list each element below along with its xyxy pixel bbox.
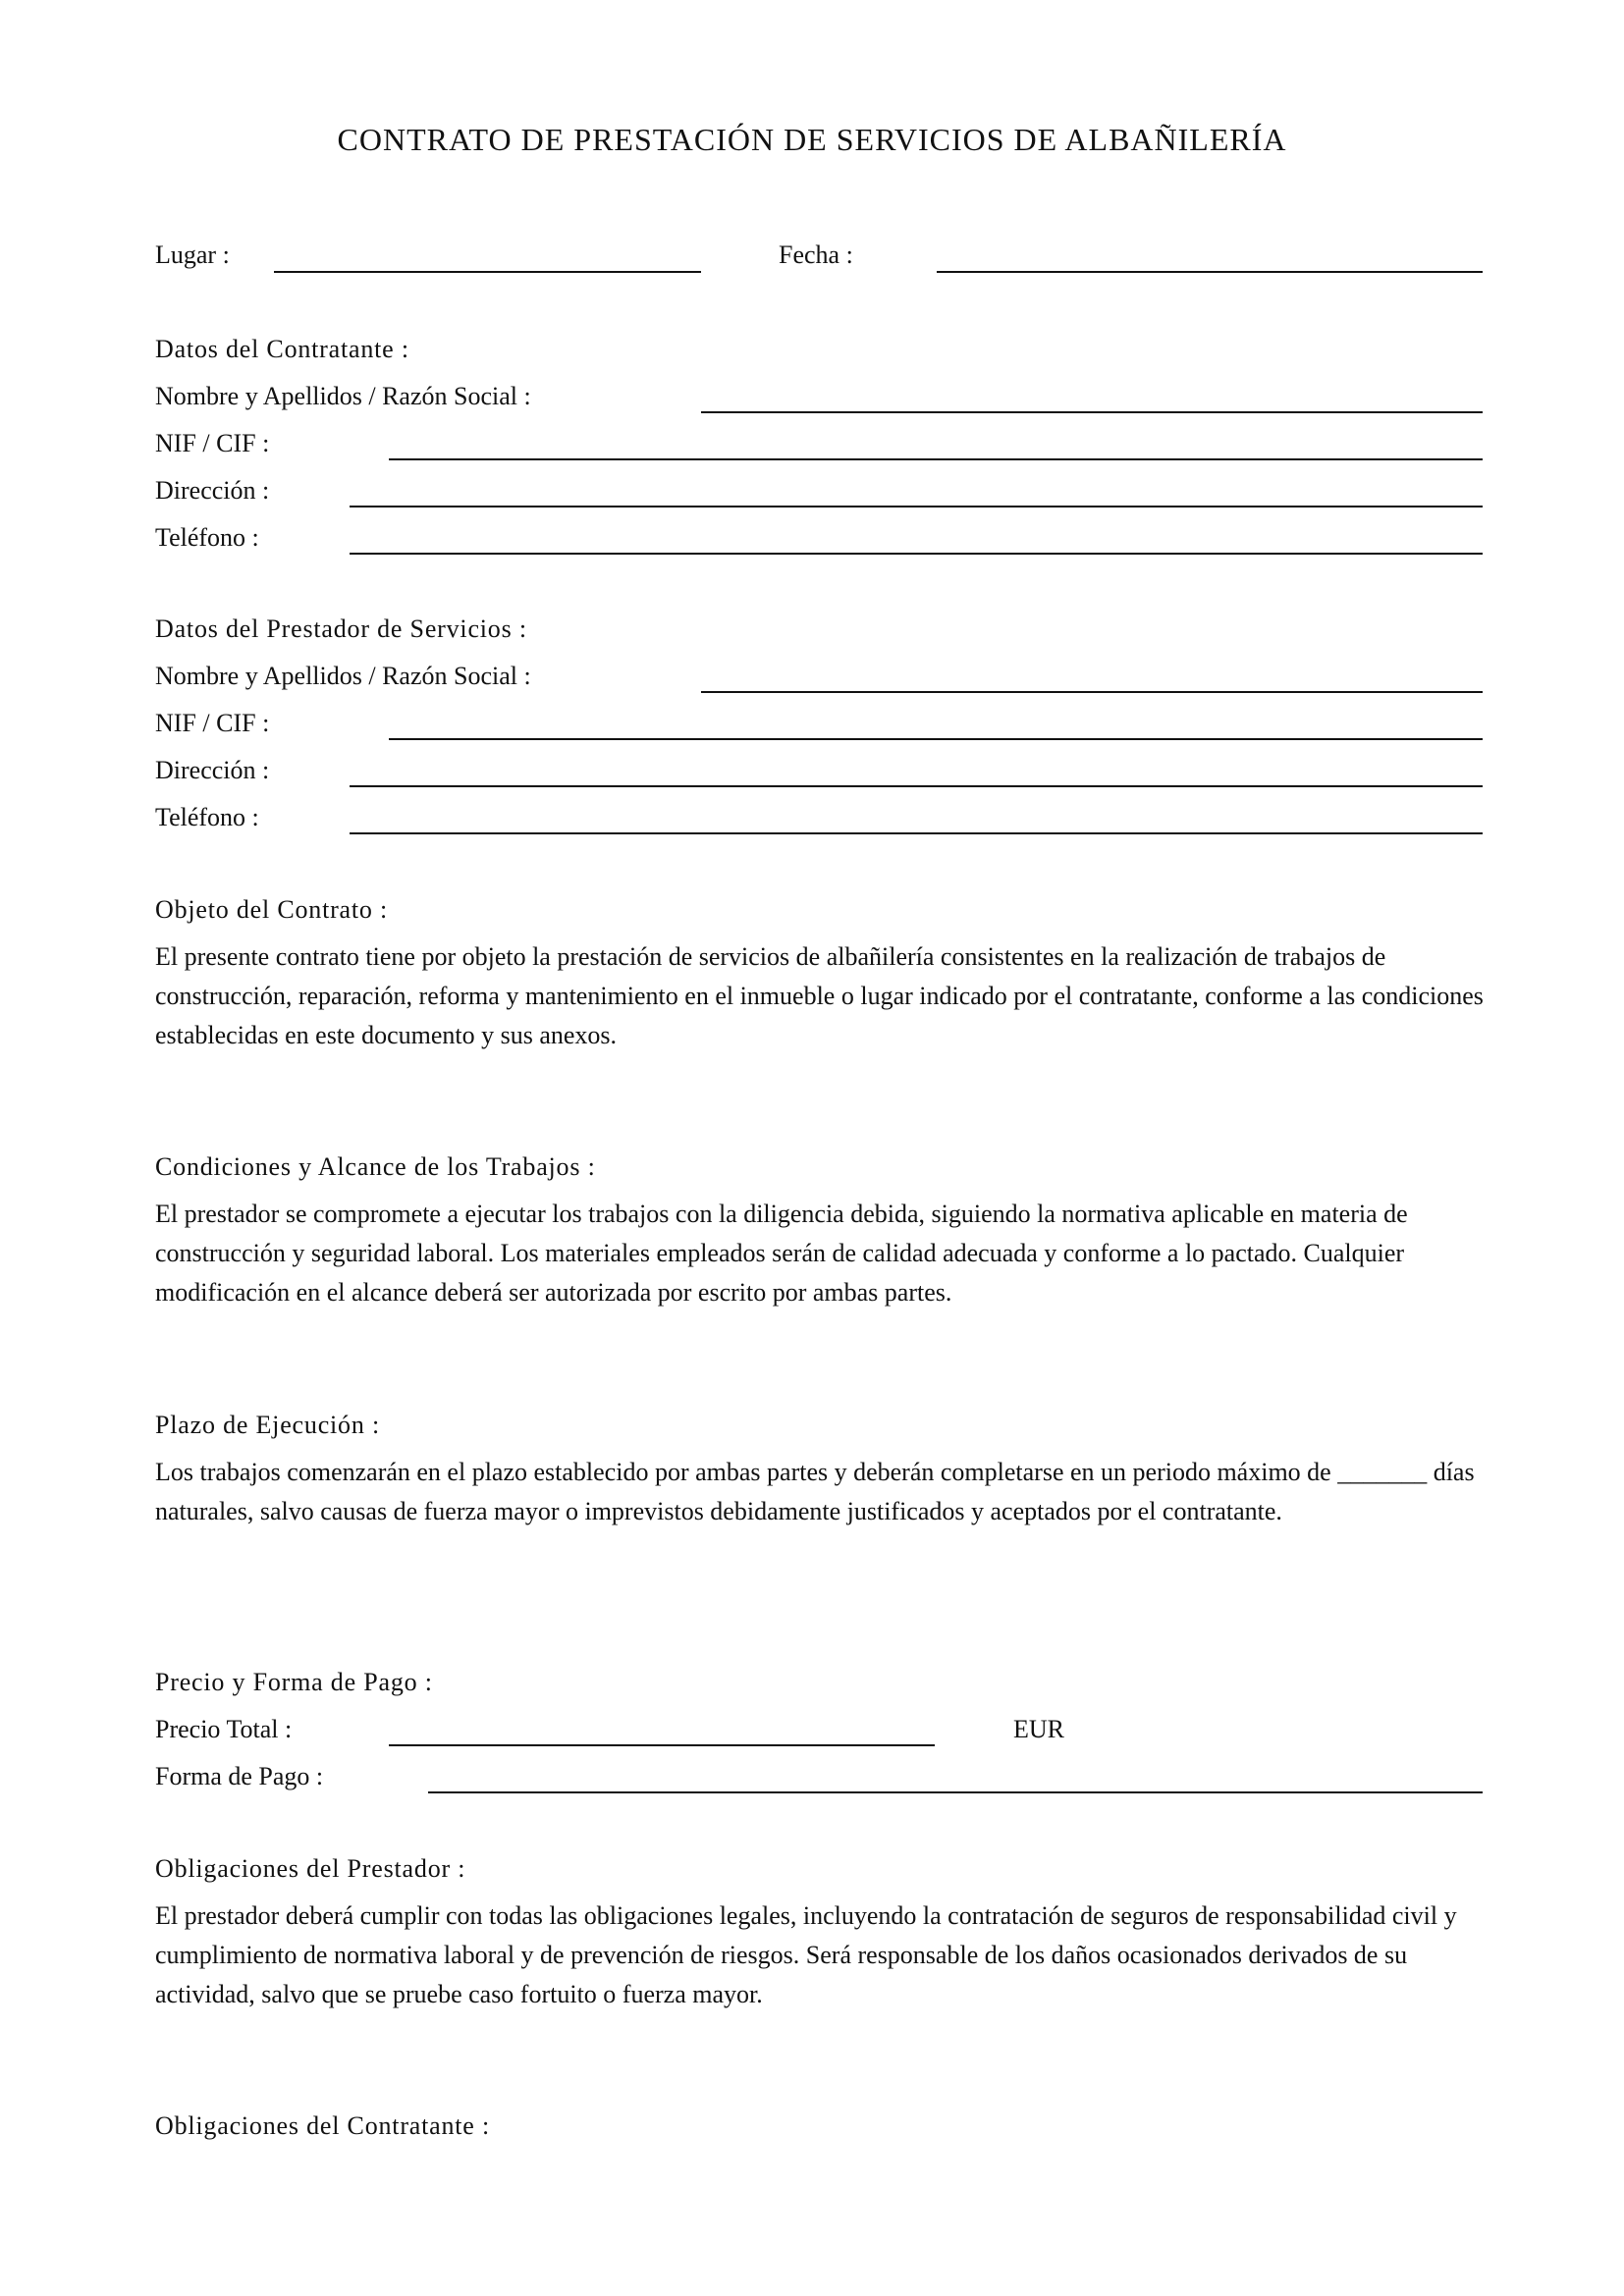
- objeto-heading: Objeto del Contrato :: [155, 895, 389, 924]
- contratante-nif-label: NIF / CIF :: [155, 429, 270, 457]
- document-title: CONTRATO DE PRESTACIÓN DE SERVICIOS DE ALBAÑILERÍA: [337, 122, 1287, 157]
- obligaciones-prestador-paragraph: El prestador deberá cumplir con todas las obligaciones legales, incluyendo la contratación de seguros de responsabilidad civil y cumplimiento de normativa laboral y de prevención de riesgos. Será responsable de los daños ocasionados derivados de su actividad, salvo que se pruebe caso fortuito o fuerza mayor.: [155, 1901, 1457, 2008]
- currency-label: EUR: [1013, 1715, 1064, 1743]
- prestador-heading: Datos del Prestador de Servicios :: [155, 614, 527, 643]
- forma-pago-label: Forma de Pago :: [155, 1762, 324, 1790]
- precio-total-label: Precio Total :: [155, 1715, 293, 1743]
- forma-pago-field-line[interactable]: [428, 1791, 1483, 1793]
- prestador-telefono-field-line[interactable]: [350, 832, 1483, 834]
- fecha-label: Fecha :: [779, 240, 853, 269]
- prestador-direccion-label: Dirección :: [155, 756, 270, 784]
- lugar-label: Lugar :: [155, 240, 230, 269]
- lugar-field-line[interactable]: [274, 271, 701, 273]
- contratante-heading: Datos del Contratante :: [155, 335, 409, 363]
- obligaciones-prestador-heading: Obligaciones del Prestador :: [155, 1854, 466, 1883]
- precio-heading: Precio y Forma de Pago :: [155, 1668, 433, 1696]
- prestador-nif-field-line[interactable]: [389, 738, 1483, 740]
- contratante-telefono-label: Teléfono :: [155, 523, 259, 552]
- contratante-telefono-field-line[interactable]: [350, 553, 1483, 555]
- contratante-direccion-label: Dirección :: [155, 476, 270, 505]
- fecha-field-line[interactable]: [937, 271, 1483, 273]
- condiciones-heading: Condiciones y Alcance de los Trabajos :: [155, 1152, 596, 1181]
- plazo-heading: Plazo de Ejecución :: [155, 1411, 380, 1439]
- obligaciones-contratante-heading: Obligaciones del Contratante :: [155, 2111, 490, 2140]
- contratante-nif-field-line[interactable]: [389, 458, 1483, 460]
- prestador-nif-label: NIF / CIF :: [155, 709, 270, 737]
- objeto-paragraph: El presente contrato tiene por objeto la prestación de servicios de albañilería consistentes en la realización de trabajos de construcción, reparación, reforma y mantenimiento en el inmueble o lugar indicado por el contratante, conforme a las condiciones establecidas en este documento y sus anexos.: [155, 942, 1484, 1049]
- prestador-telefono-label: Teléfono :: [155, 803, 259, 831]
- plazo-paragraph: Los trabajos comenzarán en el plazo establecido por ambas partes y deberán completarse en un periodo máximo de _______ días naturales, salvo causas de fuerza mayor o imprevistos debidamente justificados y aceptados por el contratante.: [155, 1458, 1475, 1525]
- condiciones-paragraph: El prestador se compromete a ejecutar los trabajos con la diligencia debida, siguiendo la normativa aplicable en materia de construcción y seguridad laboral. Los materiales empleados serán de calidad adecuada y conforme a lo pactado. Cualquier modificación en el alcance deberá ser autorizada por escrito por ambas partes.: [155, 1200, 1408, 1307]
- precio-total-field-line[interactable]: [389, 1744, 935, 1746]
- prestador-nombre-field-line[interactable]: [701, 691, 1483, 693]
- contratante-direccion-field-line[interactable]: [350, 506, 1483, 507]
- contratante-nombre-label: Nombre y Apellidos / Razón Social :: [155, 382, 531, 410]
- prestador-nombre-label: Nombre y Apellidos / Razón Social :: [155, 662, 531, 690]
- contratante-nombre-field-line[interactable]: [701, 411, 1483, 413]
- prestador-direccion-field-line[interactable]: [350, 785, 1483, 787]
